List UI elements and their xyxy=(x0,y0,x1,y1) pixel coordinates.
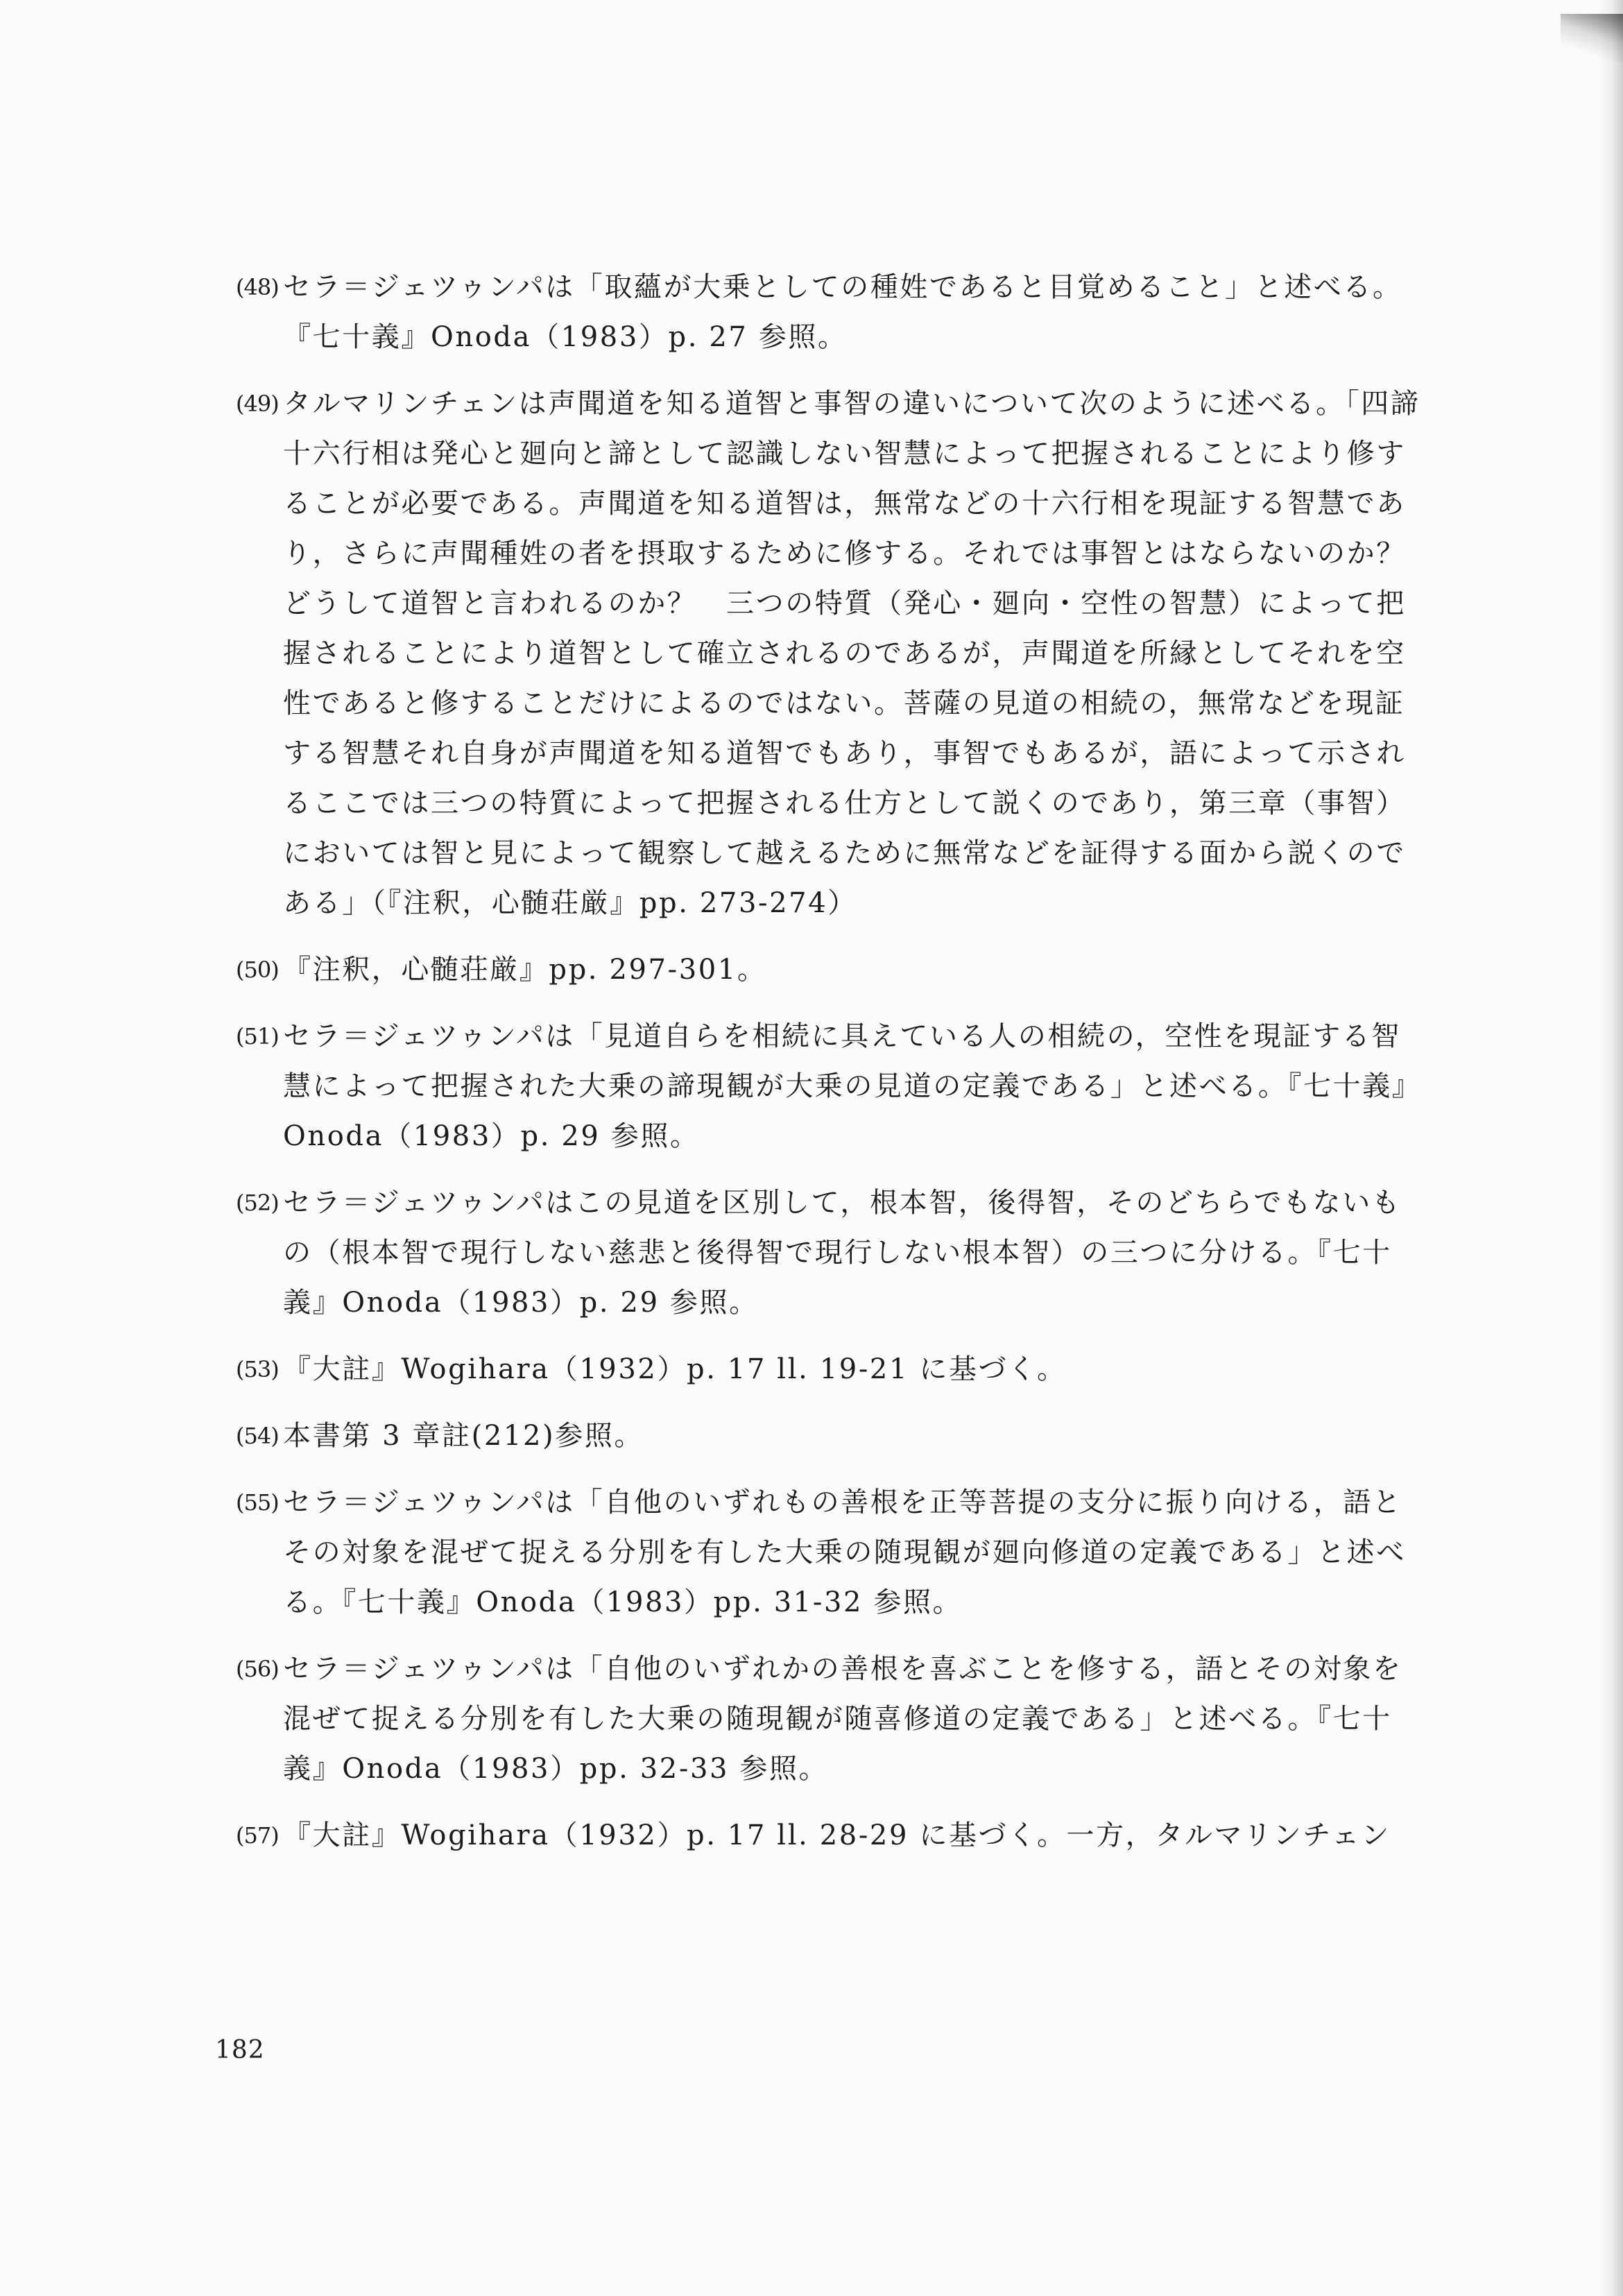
footnote-text: セラ＝ジェツゥンパは「取蘊が大乗としての種姓であると目覚めること」と述べる。『七十義』Onoda（1983）p. 27 参照。 xyxy=(283,271,1402,353)
footnote-number: (54) xyxy=(236,1423,279,1449)
footnote-57 xyxy=(236,1810,1422,1860)
footnote-text: タルマリンチェンは声聞道を知る道智と事智の違いについて次のように述べる。「四諦十六行相は発心と廻向と諦として認識しない智慧によって把握されることにより修することが必要である。声聞道を知る道智は，無常などの十六行相を現証する智慧であり，さらに声聞種姓の者を摂取するために修する。それでは事智とはならないのか？ どうして道智と言われるのか？ 三つの特質（発心・廻向・空性の智慧）によって把握されることにより道智として確立されるのであるが，声聞道を所縁としてそれを空性であると修することだけによるのではない。菩薩の見道の相続の，無常などを現証する智慧それ自身が声聞道を知る道智でもあり，事智でもあるが，語によって示されるここでは三つの特質によって把握される仕方として説くのであり，第三章（事智）においては智と見によって観察して越えるために無常などを証得する面から説くのである」（『注釈，心髄荘厳』pp. 273-274） xyxy=(283,388,1436,919)
footnote-text: セラ＝ジェツゥンパは「自他のいずれかの善根を喜ぶことを修する，語とその対象を混ぜて捉える分別を有した大乗の随現観が随喜修道の定義である」と述べる。『七十義』Onoda（1983）pp. 32-33 参照。 xyxy=(283,1653,1402,1785)
footnote-text: 『大註』Wogihara（1932）p. 17 ll. 28-29 に基づく。一方，タルマリンチェン xyxy=(283,1819,1391,1851)
footnote-54 xyxy=(236,1411,1422,1461)
footnote-52 xyxy=(236,1178,1422,1328)
footnote-text: セラ＝ジェツゥンパはこの見道を区別して，根本智，後得智，そのどちらでもないもの（根本智で現行しない慈悲と後得智で現行しない根本智）の三つに分ける。『七十義』Onoda（1983）p. 29 参照。 xyxy=(283,1187,1402,1319)
footnote-text: セラ＝ジェツゥンパは「自他のいずれもの善根を正等菩提の支分に振り向ける，語とその対象を混ぜて捉える分別を有した大乗の随現観が廻向修道の定義である」と述べる。『七十義』Onoda（1983）pp. 31-32 参照。 xyxy=(283,1487,1406,1618)
footnote-50 xyxy=(236,945,1422,995)
footnote-text: 本書第 3 章註(212)参照。 xyxy=(283,1420,644,1452)
footnote-text: 『大註』Wogihara（1932）p. 17 ll. 19-21 に基づく。 xyxy=(283,1353,1067,1385)
footnote-56 xyxy=(236,1644,1422,1794)
footnote-number: (50) xyxy=(236,957,279,983)
footnote-text: 『注釈，心髄荘厳』pp. 297-301。 xyxy=(283,954,767,986)
footnote-number: (52) xyxy=(236,1190,279,1216)
footnote-53 xyxy=(236,1344,1422,1394)
page-number: 182 xyxy=(215,2036,265,2064)
footnote-number: (57) xyxy=(236,1822,279,1849)
footnote-number: (49) xyxy=(236,391,279,417)
footnote-number: (53) xyxy=(236,1356,279,1382)
footnote-55 xyxy=(236,1477,1422,1627)
footnote-51 xyxy=(236,1011,1422,1161)
scan-corner-shadow xyxy=(1561,14,1623,62)
footnote-number: (51) xyxy=(236,1023,279,1050)
footnote-number: (56) xyxy=(236,1656,279,1682)
scan-edge-shadow xyxy=(1598,0,1623,2296)
footnote-49 xyxy=(236,379,1436,928)
footnote-number: (48) xyxy=(236,274,279,300)
footnote-text: セラ＝ジェツゥンパは「見道自らを相続に具えている人の相続の，空性を現証する智慧によって把握された大乗の諦現観が大乗の見道の定義である」と述べる。『七十義』Onoda（1983）p. 29 参照。 xyxy=(283,1020,1422,1152)
footnote-list xyxy=(236,262,1436,1877)
footnote-number: (55) xyxy=(236,1489,279,1516)
footnote-48 xyxy=(236,262,1422,362)
